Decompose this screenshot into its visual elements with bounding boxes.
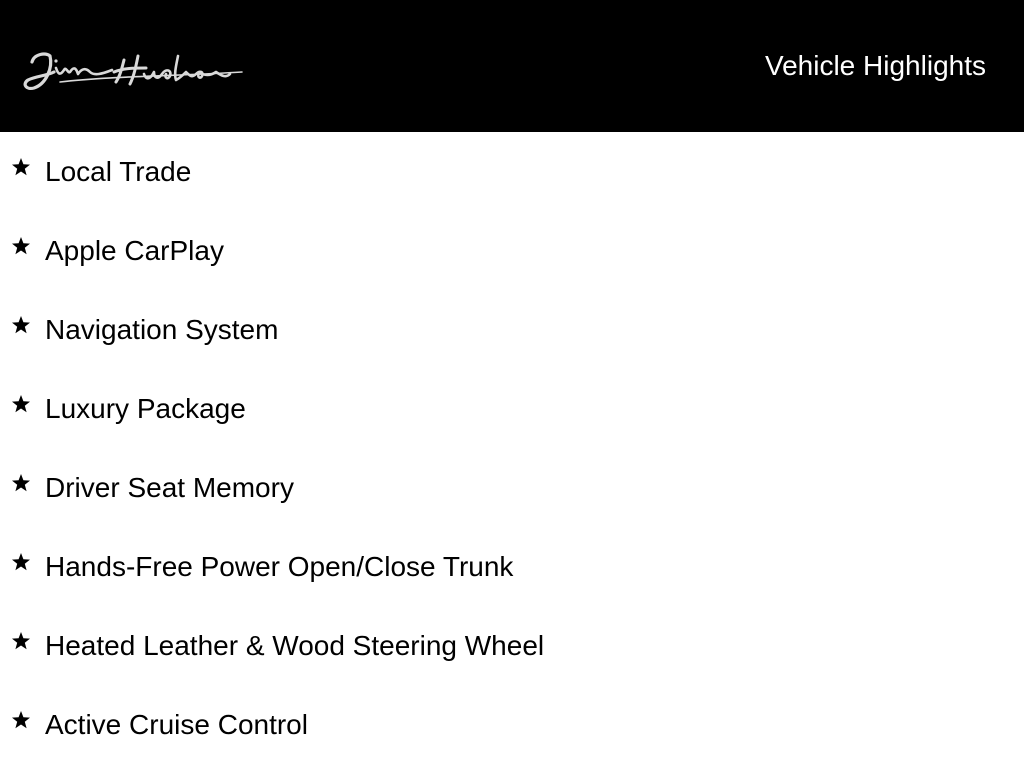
star-icon <box>11 552 31 572</box>
page-header <box>0 0 1024 132</box>
list-item <box>0 369 1024 448</box>
page-title: Vehicle Highlights <box>764 50 986 81</box>
vehicle-highlights-list <box>0 132 1024 764</box>
star-icon <box>11 394 31 414</box>
highlight-label: Navigation System <box>45 314 279 345</box>
list-item <box>0 211 1024 290</box>
star-icon <box>11 157 31 177</box>
list-item <box>0 527 1024 606</box>
highlight-label: Driver Seat Memory <box>45 472 294 503</box>
list-item <box>0 606 1024 685</box>
highlight-label: Luxury Package <box>45 393 246 424</box>
star-icon <box>11 631 31 651</box>
list-item <box>0 685 1024 764</box>
star-icon <box>11 315 31 335</box>
highlight-label: Hands-Free Power Open/Close Trunk <box>45 551 514 582</box>
dealer-logo <box>20 46 246 96</box>
star-icon <box>11 236 31 256</box>
list-item <box>0 448 1024 527</box>
highlight-label: Heated Leather & Wood Steering Wheel <box>45 630 545 661</box>
list-item <box>0 132 1024 211</box>
star-icon <box>11 473 31 493</box>
highlight-label: Active Cruise Control <box>45 709 308 740</box>
highlight-label: Local Trade <box>45 156 192 187</box>
star-icon <box>11 710 31 730</box>
highlight-label: Apple CarPlay <box>45 235 224 266</box>
list-item <box>0 290 1024 369</box>
